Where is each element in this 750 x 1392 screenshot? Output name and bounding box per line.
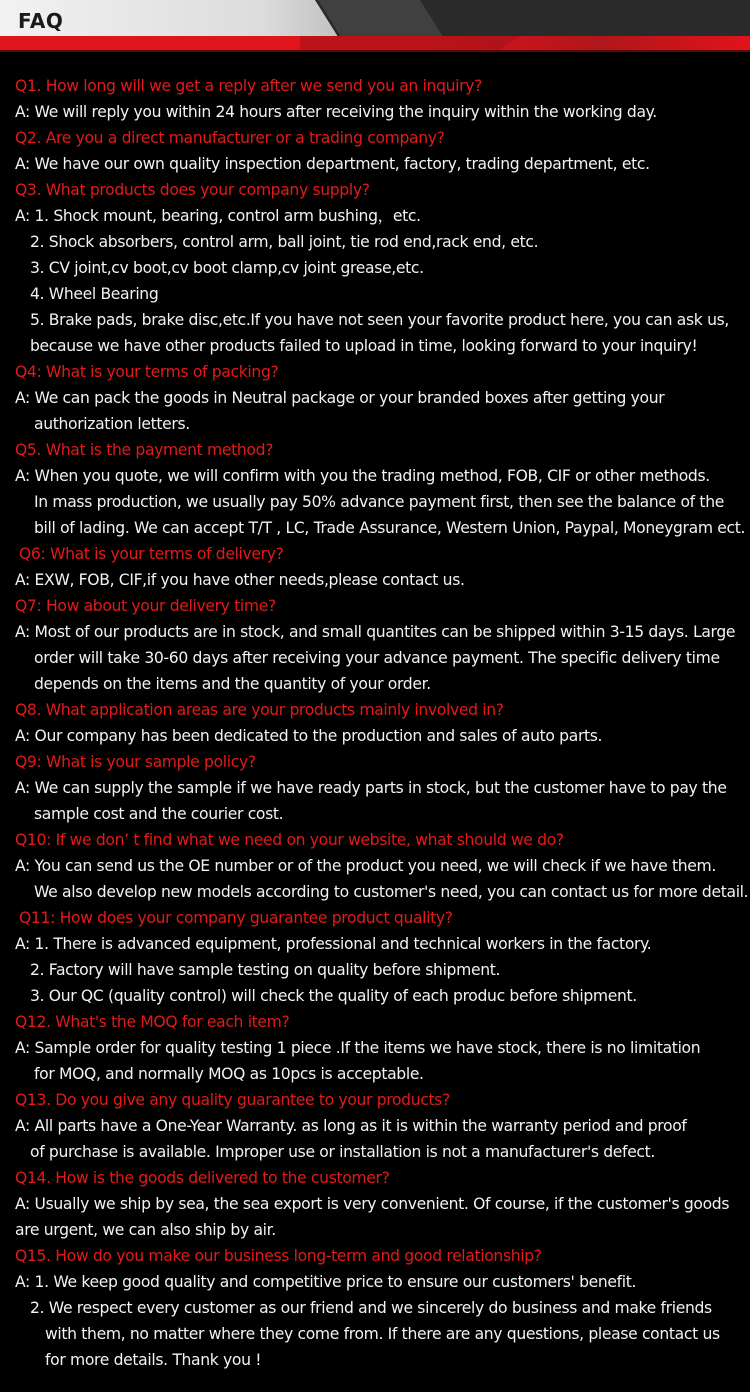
faq-answer-line: because we have other products failed to upload in time, looking forward to your inquiry! [30, 337, 698, 355]
faq-question: Q6: What is your terms of delivery? [19, 545, 284, 563]
faq-answer-line: are urgent, we can also ship by air. [15, 1221, 276, 1239]
faq-answer-line: for MOQ, and normally MOQ as 10pcs is acceptable. [34, 1065, 424, 1083]
faq-banner [0, 0, 750, 54]
faq-question: Q7: How about your delivery time? [15, 597, 276, 615]
faq-answer-line: of purchase is available. Improper use or installation is not a manufacturer's defect. [30, 1143, 656, 1161]
faq-answer-line: 3. CV joint,cv boot,cv boot clamp,cv joint grease,etc. [30, 259, 424, 277]
faq-answer-line: with them, no matter where they come from. If there are any questions, please contact us [45, 1325, 720, 1343]
faq-answer-line: A: You can send us the OE number or of the product you need, we will check if we have them. [15, 857, 716, 875]
faq-answer-line: A: 1. There is advanced equipment, professional and technical workers in the factory. [15, 935, 652, 953]
faq-answer-line: A: Usually we ship by sea, the sea export is very convenient. Of course, if the customer's goods [15, 1195, 730, 1213]
faq-answer-line: A: Sample order for quality testing 1 piece .If the items we have stock, there is no limitation [15, 1039, 701, 1057]
faq-answer-line: In mass production, we usually pay 50% advance payment first, then see the balance of the [34, 493, 724, 511]
faq-question: Q10: If we don’ t find what we need on your website, what should we do? [15, 831, 564, 849]
faq-answer-line: 3. Our QC (quality control) will check the quality of each produc before shipment. [30, 987, 637, 1005]
faq-answer-line: 4. Wheel Bearing [30, 285, 159, 303]
banner-graphic [0, 0, 750, 54]
faq-answer-line: A: 1. We keep good quality and competitive price to ensure our customers' benefit. [15, 1273, 637, 1291]
faq-answer-line: A: We will reply you within 24 hours after receiving the inquiry within the working day. [15, 103, 657, 121]
faq-question: Q3. What products does your company supply? [15, 181, 370, 199]
faq-question: Q8. What application areas are your products mainly involved in? [15, 701, 504, 719]
faq-question: Q12. What's the MOQ for each item? [15, 1013, 290, 1031]
faq-answer-line: A: When you quote, we will confirm with you the trading method, FOB, CIF or other methods. [15, 467, 710, 485]
page-title: FAQ [18, 9, 64, 33]
faq-question: Q1. How long will we get a reply after we send you an inquiry? [15, 77, 483, 95]
faq-answer-line: 2. Factory will have sample testing on quality before shipment. [30, 961, 501, 979]
faq-answer-line: A: 1. Shock mount, bearing, control arm bushing，etc. [15, 207, 421, 225]
faq-question: Q14. How is the goods delivered to the customer? [15, 1169, 390, 1187]
faq-question: Q11: How does your company guarantee product quality? [19, 909, 453, 927]
faq-answer-line: A: EXW, FOB, CIF,if you have other needs,please contact us. [15, 571, 465, 589]
faq-question: Q2. Are you a direct manufacturer or a trading company? [15, 129, 445, 147]
faq-answer-line: sample cost and the courier cost. [34, 805, 284, 823]
faq-question: Q9: What is your sample policy? [15, 753, 256, 771]
faq-answer-line: A: All parts have a One-Year Warranty. as long as it is within the warranty period and proof [15, 1117, 687, 1135]
faq-answer-line: authorization letters. [34, 415, 190, 433]
faq-answer-line: 5. Brake pads, brake disc,etc.If you have not seen your favorite product here, you can ask us, [30, 311, 729, 329]
faq-answer-line: for more details. Thank you ! [45, 1351, 262, 1369]
faq-question: Q4: What is your terms of packing? [15, 363, 279, 381]
faq-answer-line: 2. Shock absorbers, control arm, ball joint, tie rod end,rack end, etc. [30, 233, 539, 251]
faq-answer-line: A: Our company has been dedicated to the production and sales of auto parts. [15, 727, 603, 745]
faq-answer-line: 2. We respect every customer as our friend and we sincerely do business and make friends [30, 1299, 712, 1317]
faq-question: Q13. Do you give any quality guarantee to your products? [15, 1091, 450, 1109]
faq-answer-line: A: We can supply the sample if we have ready parts in stock, but the customer have to pay the [15, 779, 727, 797]
faq-answer-line: A: We can pack the goods in Neutral package or your branded boxes after getting your [15, 389, 665, 407]
faq-answer-line: A: Most of our products are in stock, and small quantites can be shipped within 3-15 days. Large [15, 623, 736, 641]
faq-answer-line: order will take 30-60 days after receiving your advance payment. The specific delivery time [34, 649, 720, 667]
faq-answer-line: We also develop new models according to customer's need, you can contact us for more detail. [34, 883, 749, 901]
faq-question: Q15. How do you make our business long-term and good relationship? [15, 1247, 542, 1265]
faq-answer-line: bill of lading. We can accept T/T , LC, Trade Assurance, Western Union, Paypal, Moneygram ect. [34, 519, 746, 537]
faq-question: Q5. What is the payment method? [15, 441, 274, 459]
faq-answer-line: depends on the items and the quantity of your order. [34, 675, 431, 693]
faq-answer-line: A: We have our own quality inspection department, factory, trading department, etc. [15, 155, 650, 173]
faq-list [0, 73, 750, 1373]
